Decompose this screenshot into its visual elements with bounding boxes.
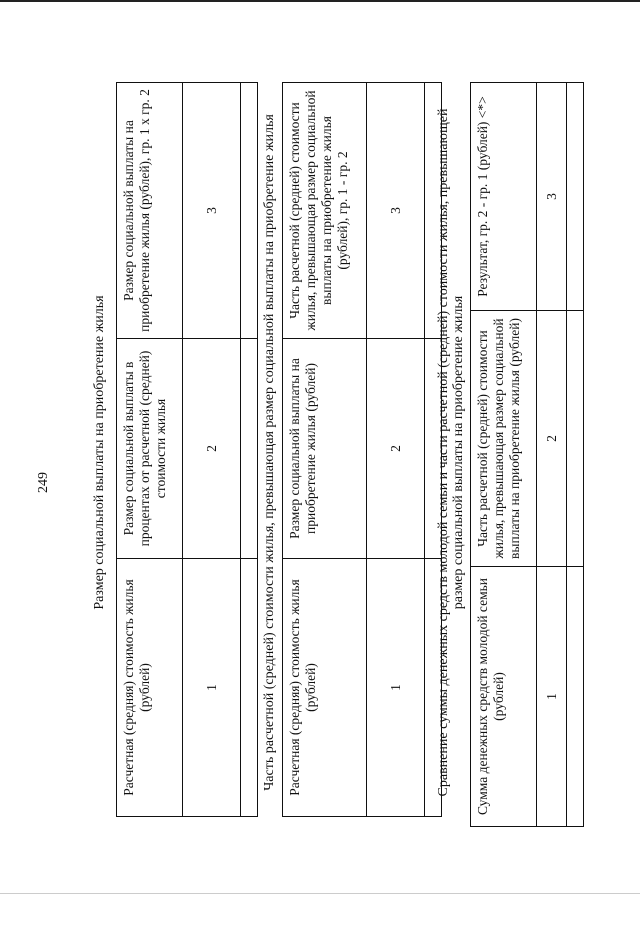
section-3-table (470, 82, 584, 827)
page-number: 249 (36, 472, 51, 493)
column-number-cell: 3 (367, 83, 425, 339)
table-empty-cell (567, 567, 584, 827)
table-empty-row (567, 83, 584, 827)
section-2-table (282, 82, 442, 817)
table-header-cell: Размер социальной выплаты в процентах от расчетной (средней) стоимости жилья (117, 339, 183, 559)
table-header-cell: Результат, гр. 2 - гр. 1 (рублей) <*> (471, 83, 537, 311)
table-empty-cell (241, 559, 258, 817)
table-header-cell: Расчетная (средняя) стоимость жилья (рублей) (283, 559, 367, 817)
column-number-cell: 2 (183, 339, 241, 559)
table-empty-cell (567, 83, 584, 311)
section-1-table (116, 82, 258, 817)
section-3-title-line-2: размер социальной выплаты на приобретение жилья (451, 295, 466, 610)
table-header-row (471, 83, 537, 827)
section-3-title-line-1: Сравнение суммы денежных средств молодой семьи и части расчетной (средней) стоимости жилья, превышающей (436, 108, 451, 797)
section-2-title: Часть расчетной (средней) стоимости жилья, превышающая размер социальной выплаты на приобретение жилья (262, 114, 277, 791)
column-number-cell: 3 (183, 83, 241, 339)
table-number-row (537, 83, 567, 827)
section-1-title: Размер социальной выплаты на приобретение жилья (92, 295, 107, 610)
table-empty-cell (241, 83, 258, 339)
column-number-cell: 3 (537, 83, 567, 311)
table-header-cell: Размер социальной выплаты на приобретение жилья (рублей) (283, 339, 367, 559)
column-number-cell: 2 (537, 311, 567, 567)
column-number-cell: 1 (537, 567, 567, 827)
table-empty-cell (567, 311, 584, 567)
column-number-cell: 1 (367, 559, 425, 817)
table-header-cell: Часть расчетной (средней) стоимости жилья, превышающая размер социальной выплаты на приобретение жилья (рублей) (471, 311, 537, 567)
table-number-row (367, 83, 425, 817)
page-bottom-margin (0, 893, 640, 906)
table-header-row (117, 83, 183, 817)
table-header-cell: Расчетная (средняя) стоимость жилья (рублей) (117, 559, 183, 817)
table-header-row (283, 83, 367, 817)
column-number-cell: 2 (367, 339, 425, 559)
column-number-cell: 1 (183, 559, 241, 817)
table-empty-cell (241, 339, 258, 559)
table-empty-row (241, 83, 258, 817)
table-header-cell: Размер социальной выплаты на приобретение жилья (рублей), гр. 1 x гр. 2 (117, 83, 183, 339)
table-header-cell: Сумма денежных средств молодой семьи (рублей) (471, 567, 537, 827)
table-number-row (183, 83, 241, 817)
table-header-cell: Часть расчетной (средней) стоимости жилья, превышающая размер социальной выплаты на приобретение жилья (рублей), гр. 1 - гр. 2 (283, 83, 367, 339)
